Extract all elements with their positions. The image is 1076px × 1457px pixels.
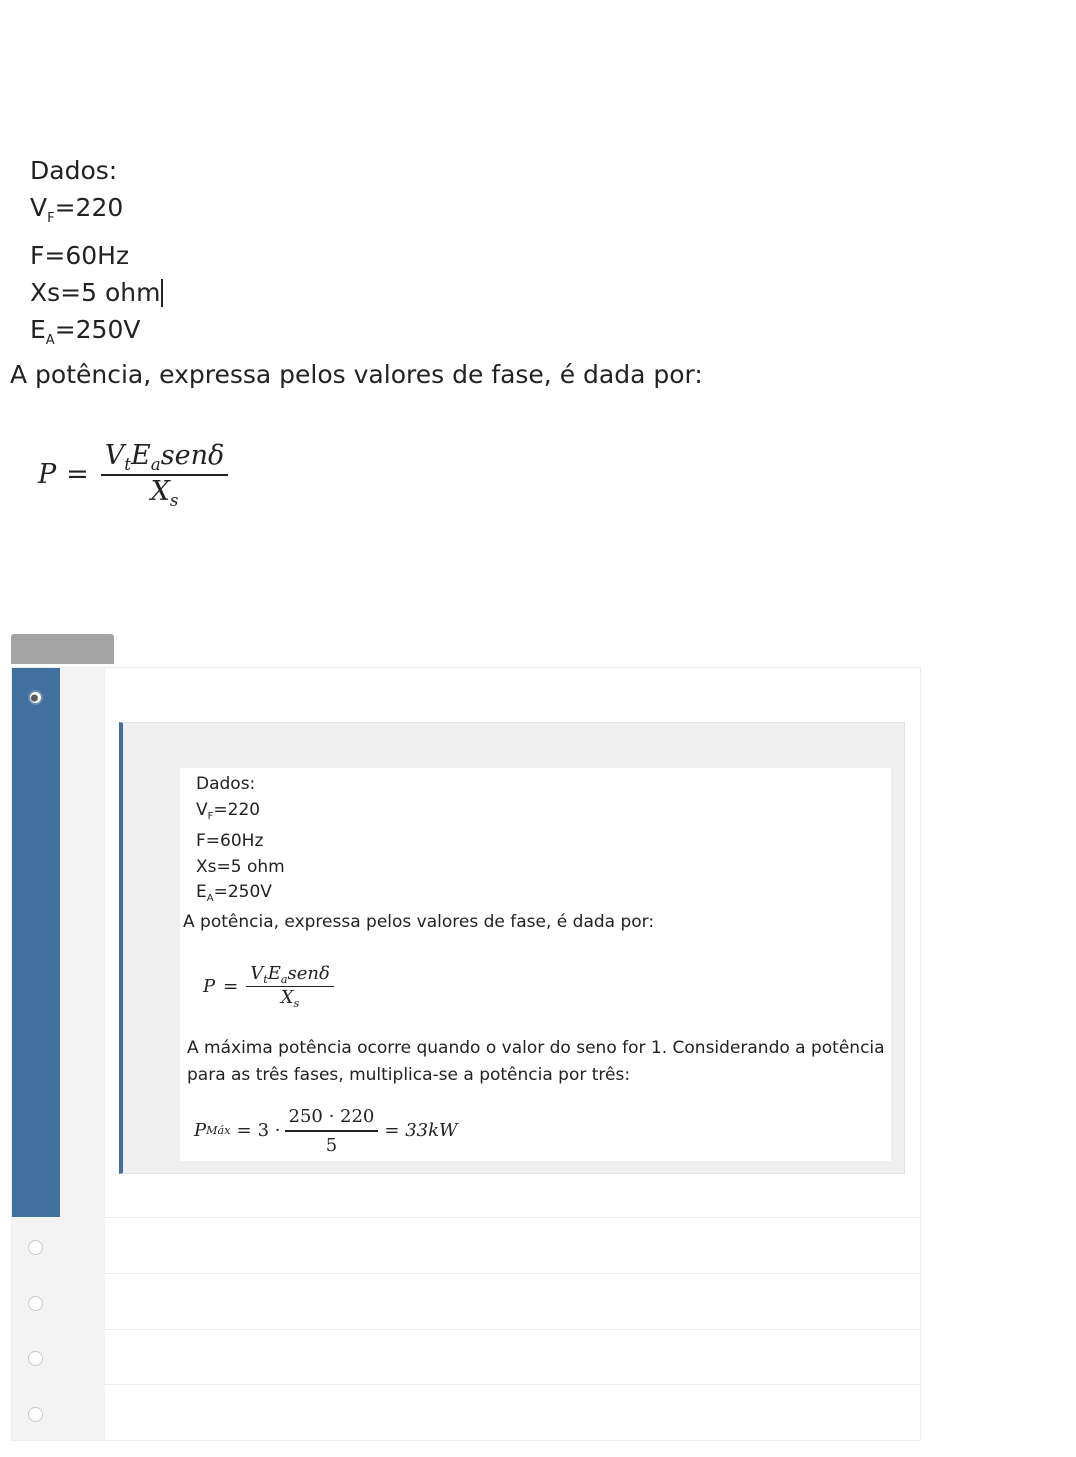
option-divider (105, 1329, 920, 1330)
answer-frequency: F=60Hz (196, 831, 264, 851)
question-data-title: Dados: (30, 156, 118, 185)
answer-xs: Xs=5 ohm (196, 856, 285, 877)
answer-tab[interactable] (11, 634, 114, 664)
answer-data-block (196, 772, 285, 912)
option-radio-c[interactable] (28, 1296, 43, 1311)
answer-vf: $V_F=220$ (196, 799, 261, 822)
option-divider (105, 1273, 920, 1274)
text-caret (161, 279, 163, 307)
option-radio-a[interactable] (28, 690, 43, 705)
question-vf: $V_F=220$ (30, 193, 124, 226)
selected-option-highlight (12, 668, 60, 1217)
max-power-formula: P Máx = 3 · $\frac{250 \cdot 220}{5}$ = 33kW (194, 1106, 458, 1156)
question-frequency: F=60Hz (30, 241, 130, 270)
answer-power-formula: P = $\frac{V_tE_asen\delta}{X_s}$ (203, 963, 334, 1010)
question-ea: $E_A=250V$ (30, 315, 141, 348)
answer-ea: $E_A=250V$ (196, 882, 272, 904)
option-divider (105, 1217, 920, 1218)
answer-statement: A potência, expressa pelos valores de fase, é dada por: (183, 912, 655, 932)
question-power-formula: P = $\frac{V_tE_asen\delta}{X_s}$ (38, 440, 228, 510)
question-xs: Xs=5 ohm (30, 274, 163, 311)
question-data-block (30, 152, 163, 359)
option-radio-d[interactable] (28, 1351, 43, 1366)
question-statement: A potência, expressa pelos valores de fase, é dada por: (10, 360, 703, 389)
option-divider (105, 1384, 920, 1385)
option-radio-b[interactable] (28, 1240, 43, 1255)
option-radio-e[interactable] (28, 1407, 43, 1422)
answer-explanation-text: A máxima potência ocorre quando o valor do seno for 1. Considerando a potência para as três fases, multiplica-se a potência por três: (187, 1038, 885, 1085)
answer-data-title: Dados: (196, 774, 256, 794)
